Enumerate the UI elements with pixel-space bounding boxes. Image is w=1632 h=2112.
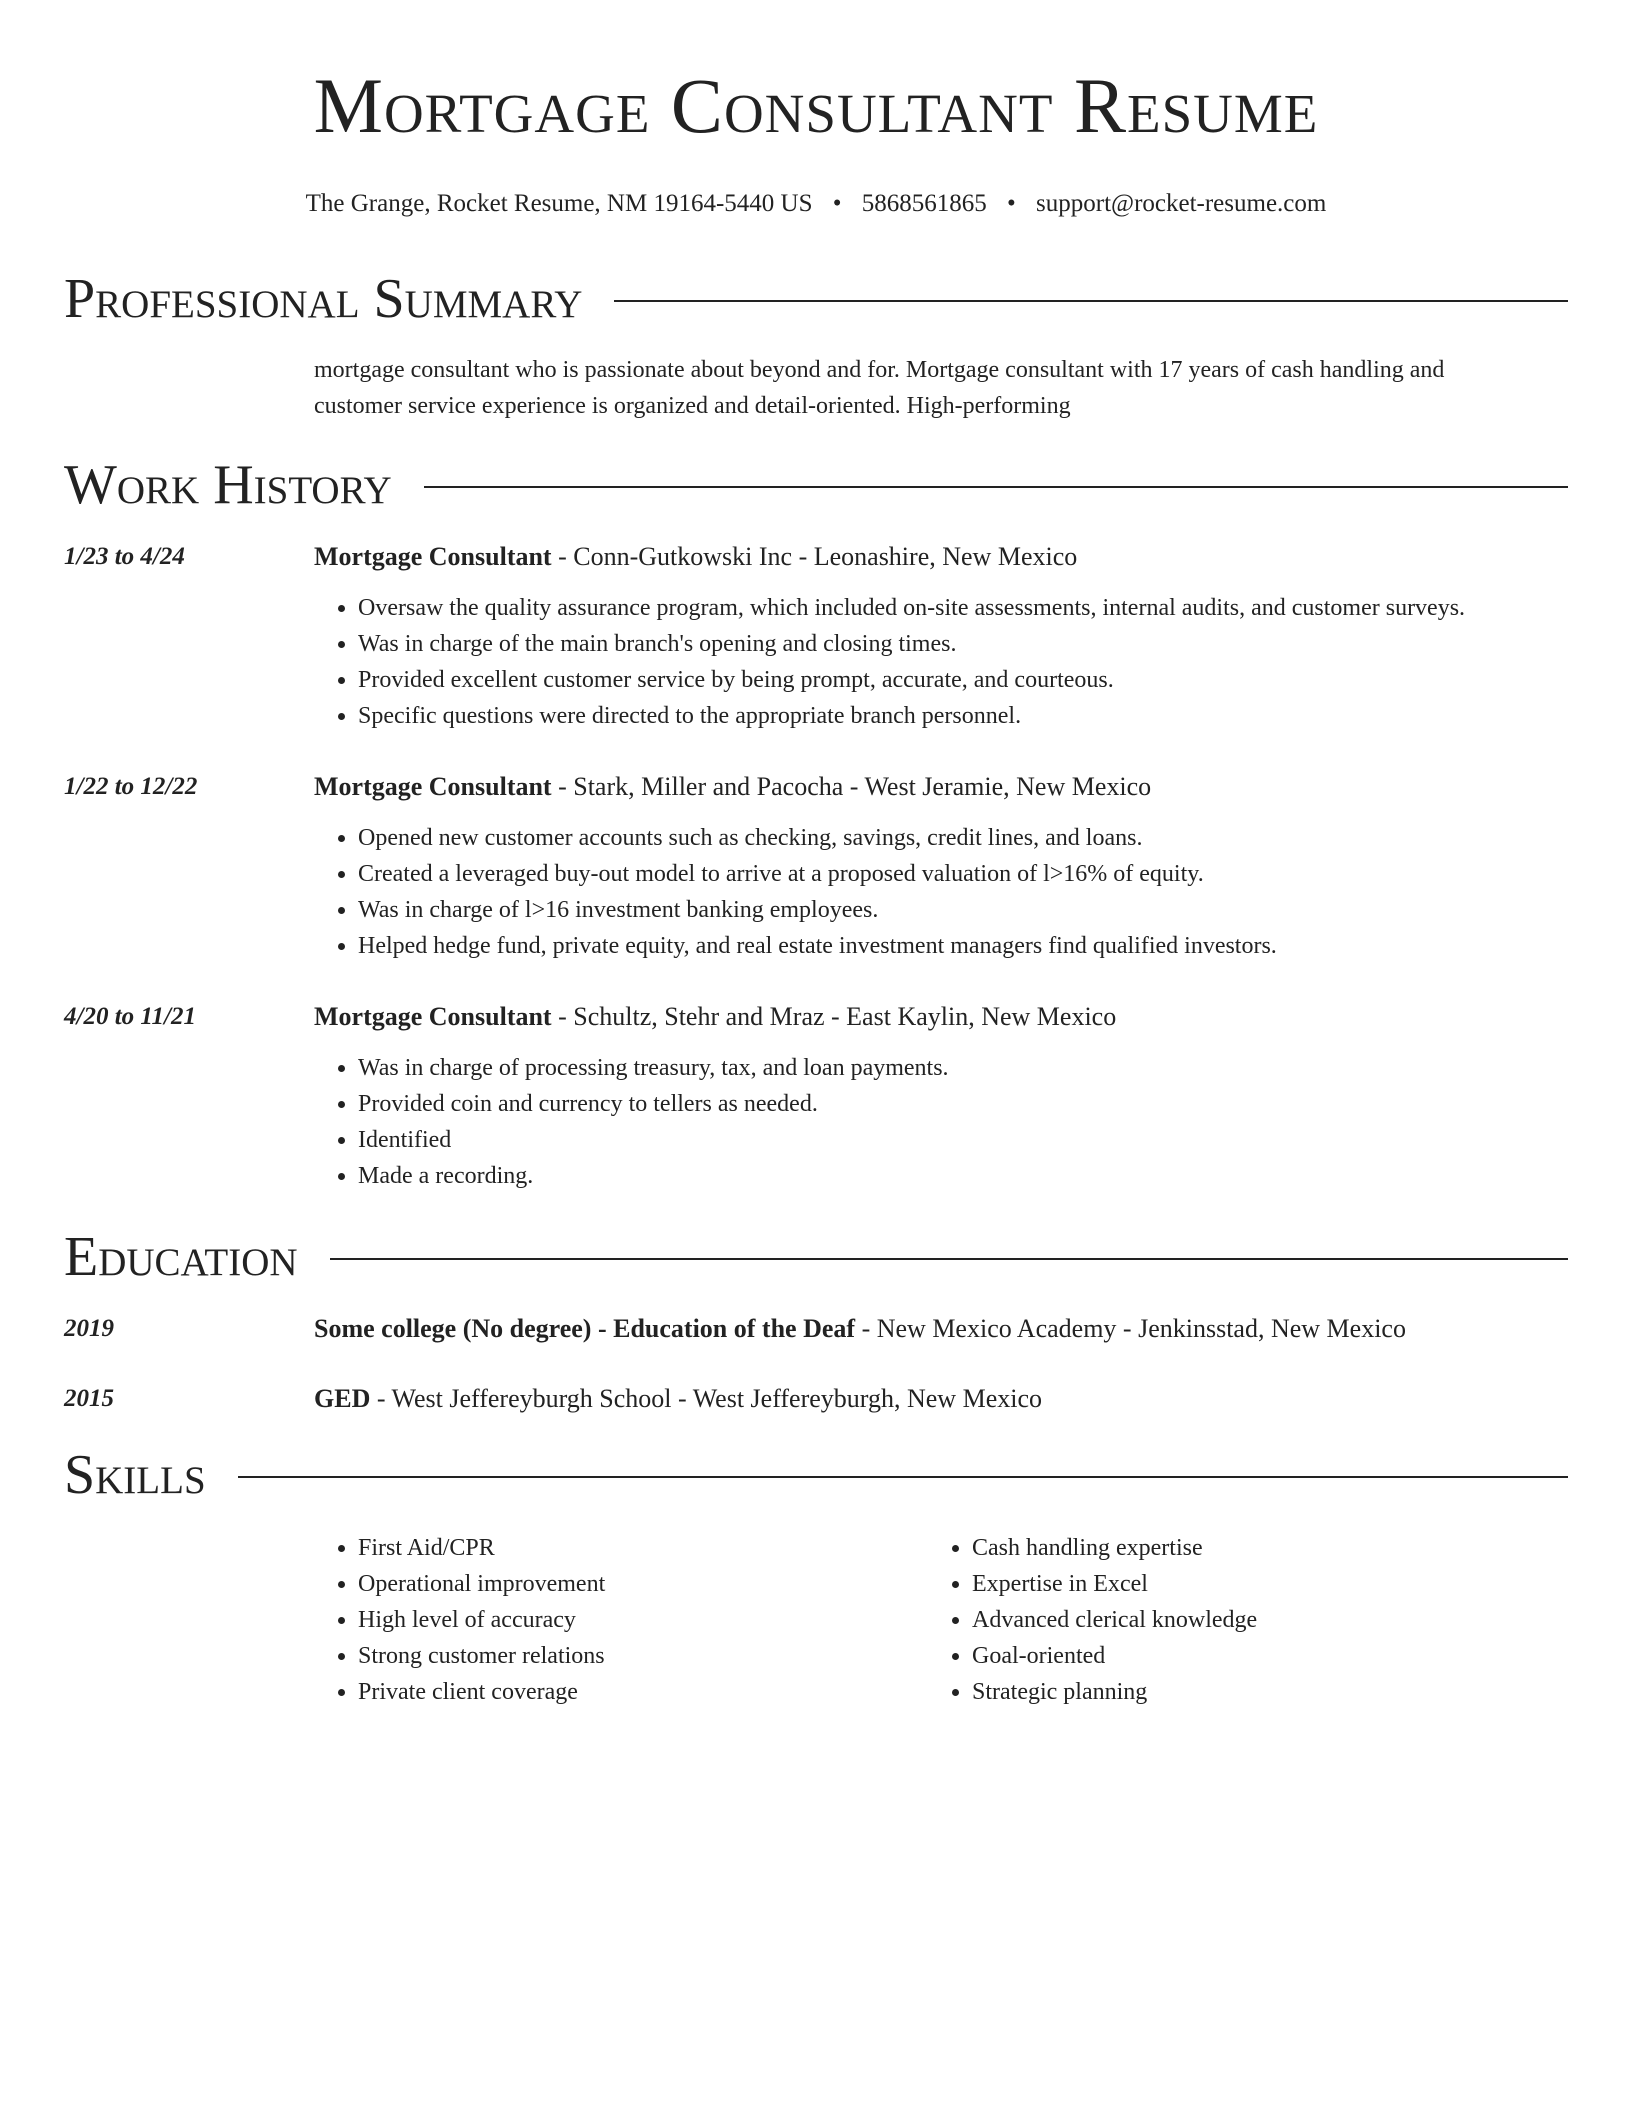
education-entry [64, 1312, 1568, 1346]
section-divider [330, 1258, 1568, 1260]
list-item: • Expertise in Excel [972, 1566, 1542, 1602]
education-year: 2019 [64, 1315, 114, 1342]
list-item: • Was in charge of the main branch's opening and closing times. [358, 626, 1568, 662]
section-divider [614, 300, 1568, 302]
resume-title: Mortgage Consultant Resume [313, 62, 1319, 149]
education-section [64, 1222, 1568, 1416]
education-degree: Some college (No degree) - Education of the Deaf [314, 1314, 856, 1343]
education-heading: Education [64, 1226, 298, 1288]
list-item: • Was in charge of processing treasury, tax, and loan payments. [358, 1050, 1568, 1086]
list-item: • Specific questions were directed to the appropriate branch personnel. [358, 698, 1568, 734]
job-dates: 1/23 to 4/24 [64, 543, 185, 570]
list-item: • Strong customer relations [358, 1638, 928, 1674]
job-employer: - Stark, Miller and Pacocha - West Jeramie, New Mexico [551, 772, 1152, 801]
list-item: • Created a leveraged buy-out model to arrive at a proposed valuation of l>16% of equity. [358, 856, 1568, 892]
list-item: • First Aid/CPR [358, 1530, 928, 1566]
education-line [314, 1312, 1568, 1346]
skills-list-left [314, 1530, 928, 1710]
contact-separator: • [832, 190, 842, 217]
list-item: • Was in charge of l>16 investment banking employees. [358, 892, 1568, 928]
list-item: • Identified [358, 1122, 1568, 1158]
summary-section [64, 264, 1568, 424]
education-school: - West Jeffereyburgh School - West Jeffereyburgh, New Mexico [370, 1384, 1043, 1413]
list-item: • Advanced clerical knowledge [972, 1602, 1542, 1638]
contact-separator: • [1007, 190, 1016, 217]
job-entry [64, 1000, 1568, 1194]
job-title-line [314, 540, 1568, 574]
job-duties [314, 1050, 1568, 1194]
list-item: • Oversaw the quality assurance program, which included on-site assessments, internal audits, and customer surveys. [358, 590, 1568, 626]
education-body [314, 1312, 1568, 1346]
job-entry [64, 770, 1568, 964]
education-school: - New Mexico Academy - Jenkinsstad, New Mexico [855, 1314, 1406, 1343]
work-history-section [64, 450, 1568, 1194]
skills-heading: Skills [64, 1444, 206, 1506]
education-degree: GED [314, 1384, 371, 1413]
contact-address: The Grange, Rocket Resume, NM 19164-5440 US [305, 190, 813, 217]
list-item: • Opened new customer accounts such as checking, savings, credit lines, and loans. [358, 820, 1568, 856]
job-dates: 1/22 to 12/22 [64, 773, 198, 800]
education-line [314, 1382, 1568, 1416]
job-role: Mortgage Consultant [314, 772, 552, 801]
section-header [64, 450, 1568, 520]
section-header [64, 1222, 1568, 1292]
job-duties [314, 590, 1568, 734]
job-role: Mortgage Consultant [314, 542, 552, 571]
list-item: • Operational improvement [358, 1566, 928, 1602]
job-title-line [314, 770, 1568, 804]
skills-list-right [928, 1530, 1542, 1710]
summary-text: mortgage consultant who is passionate about beyond and for. Mortgage consultant with 17 years of cash handling and customer service experience is organized and detail-oriented. High-performing [314, 357, 1445, 419]
list-item: • Strategic planning [972, 1674, 1542, 1710]
job-body [314, 1000, 1568, 1194]
job-employer: - Schultz, Stehr and Mraz - East Kaylin, New Mexico [551, 1002, 1117, 1031]
list-item: • Private client coverage [358, 1674, 928, 1710]
section-header [64, 264, 1568, 334]
job-entry [64, 540, 1568, 734]
job-title-line [314, 1000, 1568, 1034]
skills-columns [314, 1530, 1568, 1710]
education-entry [64, 1382, 1568, 1416]
section-divider [238, 1476, 1568, 1478]
job-duties [314, 820, 1568, 964]
list-item: • Provided coin and currency to tellers as needed. [358, 1086, 1568, 1122]
job-body [314, 770, 1568, 964]
list-item: • Cash handling expertise [972, 1530, 1542, 1566]
resume-header [64, 60, 1568, 220]
job-employer: - Conn-Gutkowski Inc - Leonashire, New Mexico [551, 542, 1078, 571]
job-role: Mortgage Consultant [314, 1002, 552, 1031]
list-item: • Goal-oriented [972, 1638, 1542, 1674]
section-header [64, 1440, 1568, 1510]
list-item: • Provided excellent customer service by being prompt, accurate, and courteous. [358, 662, 1568, 698]
list-item: • Made a recording. [358, 1158, 1568, 1194]
summary-heading: Professional Summary [64, 268, 583, 330]
education-year: 2015 [64, 1385, 114, 1412]
education-body [314, 1382, 1568, 1416]
job-dates: 4/20 to 11/21 [64, 1003, 196, 1030]
contact-line [64, 188, 1568, 220]
section-divider [424, 486, 1568, 488]
list-item: • High level of accuracy [358, 1602, 928, 1638]
contact-phone: 5868561865 [861, 190, 987, 217]
contact-email: support@rocket-resume.com [1036, 190, 1327, 217]
list-item: • Helped hedge fund, private equity, and real estate investment managers find qualified investors. [358, 928, 1568, 964]
work-history-heading: Work History [64, 454, 392, 516]
job-body [314, 540, 1568, 734]
skills-section [64, 1440, 1568, 1710]
